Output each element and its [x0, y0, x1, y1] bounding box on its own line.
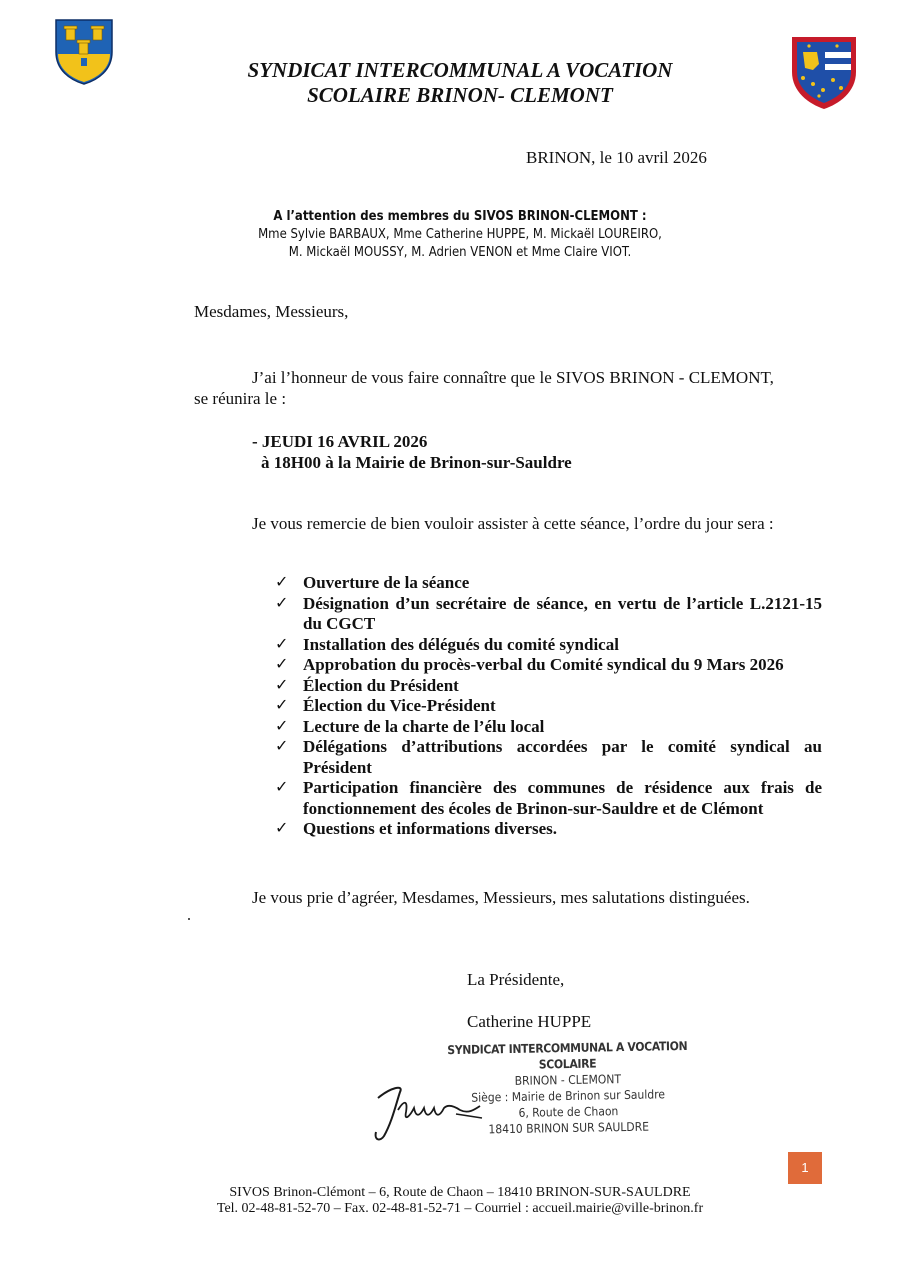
scan-dot [188, 918, 190, 920]
check-icon: ✓ [275, 676, 289, 694]
footer-contact: Tel. 02-48-81-52-70 – Fax. 02-48-81-52-71 – Courriel : accueil.mairie@ville-brinon.fr [216, 1201, 704, 1216]
left-coat-of-arms-icon [54, 18, 114, 86]
signatory-title: La Présidente, [467, 970, 565, 989]
stamp-line-1: SYNDICAT INTERCOMMUNAL A VOCATION SCOLAIRE [447, 1038, 688, 1072]
check-icon: ✓ [275, 594, 289, 612]
footer-address: SIVOS Brinon-Clémont – 6, Route de Chaon – 18410 BRINON-SUR-SAULDRE [229, 1185, 691, 1200]
agenda-item: ✓ Désignation d’un secrétaire de séance, en vertu de l’article L.2121-15 du CGCT [275, 593, 822, 633]
attention-members-line-2: M. Mickaël MOUSSY, M. Adrien VENON et Mme Claire VIOT. [288, 245, 632, 260]
signatory-name: Catherine HUPPE [467, 1012, 592, 1031]
check-icon: ✓ [275, 635, 289, 653]
date-line: BRINON, le 10 avril 2026 [526, 148, 707, 167]
agenda-list [272, 573, 822, 840]
agenda-item: ✓ Approbation du procès-verbal du Comité syndical du 9 Mars 2026 [275, 655, 784, 674]
attention-block [150, 208, 770, 262]
check-icon: ✓ [275, 574, 289, 591]
stamp-line-3: Siège : Mairie de Brinon sur Sauldre [471, 1087, 666, 1105]
stamp-line-2: BRINON - CLEMONT [514, 1072, 622, 1088]
right-coat-of-arms-icon [789, 34, 859, 112]
agenda-item: ✓ Élection du Vice-Président [275, 696, 496, 715]
agenda-item: ✓ Participation financière des communes de résidence aux frais de fonctionnement des écoles de Brinon-sur-Sauldre et de Clémont [275, 778, 822, 818]
check-icon: ✓ [275, 697, 289, 714]
stamp-line-4: 6, Route de Chaon [518, 1104, 619, 1120]
agenda-item: ✓ Lecture de la charte de l’élu local [275, 716, 545, 736]
check-icon: ✓ [275, 717, 289, 735]
agenda-item: ✓ Installation des délégués du comité syndical [275, 634, 619, 654]
check-icon: ✓ [275, 656, 289, 673]
meeting-place: à 18H00 à la Mairie de Brinon-sur-Sauldre [261, 453, 572, 472]
closing-formula: Je vous prie d’agréer, Mesdames, Messieurs, mes salutations distinguées. [252, 888, 750, 907]
salutation: Mesdames, Messieurs, [194, 302, 349, 321]
title-line-1: SYNDICAT INTERCOMMUNAL A VOCATION [247, 58, 673, 82]
title-line-2: SCOLAIRE BRINON- CLEMONT [307, 83, 613, 107]
intro-line-1: J’ai l’honneur de vous faire connaître que le SIVOS BRINON - CLEMONT, [252, 368, 774, 387]
agenda-item: ✓ Questions et informations diverses. [275, 819, 558, 838]
page-title [180, 58, 740, 108]
agenda-item: ✓ Ouverture de la séance [275, 573, 470, 592]
page-number-badge: 1 [788, 1152, 822, 1184]
check-icon: ✓ [275, 738, 289, 755]
agenda-item: ✓ Délégations d’attributions accordées par le comité syndical au Président [275, 737, 822, 777]
attention-heading: A l’attention des membres du SIVOS BRINON-CLEMONT : [273, 209, 647, 224]
meeting-info [252, 431, 572, 473]
check-icon: ✓ [275, 779, 289, 796]
agenda-item: ✓ Élection du Président [275, 675, 459, 695]
meeting-date: - JEUDI 16 AVRIL 2026 [252, 432, 428, 451]
handwritten-signature [370, 1070, 490, 1150]
agenda-intro: Je vous remercie de bien vouloir assister à cette séance, l’ordre du jour sera : [252, 514, 774, 533]
intro-line-2: se réunira le : [194, 389, 287, 408]
stamp-line-5: 18410 BRINON SUR SAULDRE [488, 1119, 650, 1137]
attention-members-line-1: Mme Sylvie BARBAUX, Mme Catherine HUPPE, M. Mickaël LOUREIRO, [258, 227, 662, 242]
footer [140, 1185, 780, 1217]
check-icon: ✓ [275, 820, 289, 837]
